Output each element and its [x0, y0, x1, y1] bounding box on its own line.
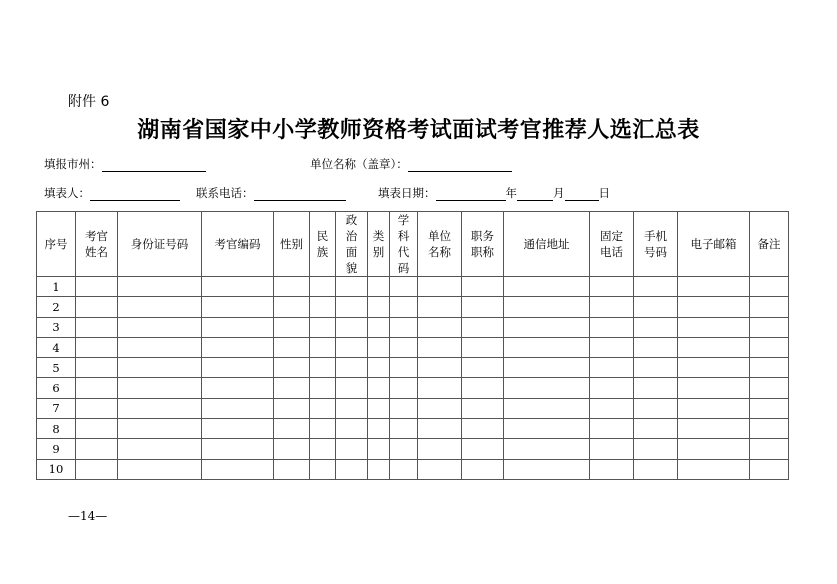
column-header-text: 民: [316, 229, 329, 243]
table-cell[interactable]: [418, 419, 462, 439]
table-cell[interactable]: [76, 378, 118, 398]
table-body: [37, 277, 789, 480]
unit-field: [310, 156, 512, 172]
row-number: 9: [37, 439, 76, 459]
column-header-text: 考官: [85, 229, 108, 243]
table-cell[interactable]: [390, 297, 418, 317]
table-cell[interactable]: [368, 358, 390, 378]
column-header-text: 码: [397, 261, 410, 275]
table-cell[interactable]: [462, 419, 504, 439]
column-header-text: 学: [397, 213, 410, 227]
column-header: [590, 212, 634, 277]
table-cell[interactable]: [418, 297, 462, 317]
column-header: [462, 212, 504, 277]
table-cell[interactable]: [390, 337, 418, 357]
table-cell[interactable]: [390, 459, 418, 479]
table-cell[interactable]: [678, 277, 750, 297]
table-cell[interactable]: [390, 317, 418, 337]
table-cell[interactable]: [118, 378, 202, 398]
row-number: 3: [37, 317, 76, 337]
table-cell[interactable]: [418, 337, 462, 357]
table-cell[interactable]: [590, 337, 634, 357]
table-cell[interactable]: [274, 378, 310, 398]
table-cell[interactable]: [634, 297, 678, 317]
column-header: [336, 212, 368, 277]
column-header-text: 别: [372, 245, 385, 259]
table-cell[interactable]: [634, 358, 678, 378]
filler-field: [44, 185, 180, 201]
column-header: [368, 212, 390, 277]
phone-input-line[interactable]: [254, 188, 346, 201]
table-cell[interactable]: [678, 459, 750, 479]
table-cell[interactable]: [590, 277, 634, 297]
table-cell[interactable]: [418, 317, 462, 337]
table-cell[interactable]: [202, 419, 274, 439]
table-cell[interactable]: [76, 337, 118, 357]
table-cell[interactable]: [504, 398, 590, 418]
table-cell[interactable]: [750, 439, 789, 459]
table-cell[interactable]: [390, 439, 418, 459]
column-header-text: 面: [345, 245, 358, 259]
column-header: [390, 212, 418, 277]
table-cell[interactable]: [368, 459, 390, 479]
column-header-text: 政: [345, 213, 358, 227]
table-cell[interactable]: [336, 277, 368, 297]
table-cell[interactable]: [336, 358, 368, 378]
column-header-text: 代: [397, 245, 410, 259]
table-cell[interactable]: [76, 317, 118, 337]
table-cell[interactable]: [202, 378, 274, 398]
column-header-text: 貌: [345, 261, 358, 275]
table-cell[interactable]: [462, 459, 504, 479]
table-cell[interactable]: [368, 337, 390, 357]
table-cell[interactable]: [504, 439, 590, 459]
table-cell[interactable]: [678, 337, 750, 357]
table-cell[interactable]: [310, 378, 336, 398]
table-cell[interactable]: [202, 439, 274, 459]
table-cell[interactable]: [76, 419, 118, 439]
row-number: 4: [37, 337, 76, 357]
summary-table: [36, 211, 789, 480]
table-cell[interactable]: [504, 297, 590, 317]
table-cell[interactable]: [310, 317, 336, 337]
table-cell[interactable]: [462, 297, 504, 317]
column-header: [678, 212, 750, 277]
column-header-text: 考官编码: [214, 237, 261, 251]
table-cell[interactable]: [202, 317, 274, 337]
row-number: 5: [37, 358, 76, 378]
table-cell[interactable]: [202, 459, 274, 479]
column-header-text: 科: [397, 229, 410, 243]
row-number: 6: [37, 378, 76, 398]
table-cell[interactable]: [390, 398, 418, 418]
table-cell[interactable]: [202, 297, 274, 317]
table-cell[interactable]: [504, 277, 590, 297]
table-cell[interactable]: [590, 459, 634, 479]
day-input-line[interactable]: [565, 188, 599, 201]
column-header-text: 姓名: [85, 245, 108, 259]
table-cell[interactable]: [118, 317, 202, 337]
table-cell[interactable]: [76, 277, 118, 297]
table-cell[interactable]: [368, 317, 390, 337]
table-cell[interactable]: [462, 317, 504, 337]
row-number: 7: [37, 398, 76, 418]
table-cell[interactable]: [504, 317, 590, 337]
column-header: [634, 212, 678, 277]
table-cell[interactable]: [590, 439, 634, 459]
table-cell[interactable]: [368, 419, 390, 439]
column-header: [310, 212, 336, 277]
table-cell[interactable]: [678, 398, 750, 418]
table-cell[interactable]: [76, 459, 118, 479]
table-cell[interactable]: [590, 419, 634, 439]
column-header: [418, 212, 462, 277]
table-row: [37, 459, 789, 479]
month-label: 月: [553, 186, 565, 200]
table-cell[interactable]: [418, 398, 462, 418]
table-cell[interactable]: [76, 297, 118, 317]
table-row: [37, 358, 789, 378]
table-cell[interactable]: [336, 459, 368, 479]
year-input-line[interactable]: [436, 188, 506, 201]
table-cell[interactable]: [750, 419, 789, 439]
column-header-text: 身份证号码: [130, 237, 189, 251]
table-cell[interactable]: [418, 378, 462, 398]
city-label: 填报市州：: [44, 157, 102, 171]
table-cell[interactable]: [750, 337, 789, 357]
table-cell[interactable]: [202, 398, 274, 418]
table-cell[interactable]: [590, 317, 634, 337]
table-cell[interactable]: [678, 378, 750, 398]
table-cell[interactable]: [368, 297, 390, 317]
table-cell[interactable]: [336, 317, 368, 337]
table-cell[interactable]: [590, 398, 634, 418]
table-cell[interactable]: [750, 277, 789, 297]
table-cell[interactable]: [678, 297, 750, 317]
table-cell[interactable]: [310, 297, 336, 317]
table-cell[interactable]: [418, 439, 462, 459]
row-number: 8: [37, 419, 76, 439]
column-header-text: 备注: [757, 237, 781, 251]
table-row: [37, 439, 789, 459]
phone-label: 联系电话：: [196, 186, 254, 200]
table-cell[interactable]: [750, 297, 789, 317]
table-cell[interactable]: [336, 378, 368, 398]
day-label: 日: [598, 186, 610, 200]
table-cell[interactable]: [202, 277, 274, 297]
table-cell[interactable]: [368, 378, 390, 398]
column-header: [202, 212, 274, 277]
table-cell[interactable]: [418, 459, 462, 479]
table-cell[interactable]: [274, 459, 310, 479]
column-header-text: 职务: [471, 229, 494, 243]
table-cell[interactable]: [118, 277, 202, 297]
date-label: 填表日期：: [378, 186, 436, 200]
table-cell[interactable]: [336, 419, 368, 439]
table-row: [37, 277, 789, 297]
table-cell[interactable]: [202, 337, 274, 357]
column-header-text: 号码: [644, 245, 667, 259]
table-cell[interactable]: [504, 378, 590, 398]
table-cell[interactable]: [634, 419, 678, 439]
table-row: [37, 398, 789, 418]
table-row: [37, 378, 789, 398]
table-cell[interactable]: [462, 398, 504, 418]
table-cell[interactable]: [418, 358, 462, 378]
table-cell[interactable]: [590, 297, 634, 317]
table-cell[interactable]: [118, 297, 202, 317]
table-cell[interactable]: [368, 398, 390, 418]
table-cell[interactable]: [504, 337, 590, 357]
table-cell[interactable]: [118, 358, 202, 378]
table-cell[interactable]: [750, 459, 789, 479]
year-label: 年: [505, 186, 517, 200]
table-row: [37, 419, 789, 439]
table-cell[interactable]: [390, 378, 418, 398]
table-header-row: [37, 212, 789, 277]
table-cell[interactable]: [310, 459, 336, 479]
column-header-text: 名称: [428, 245, 451, 259]
table-cell[interactable]: [462, 337, 504, 357]
table-cell[interactable]: [504, 358, 590, 378]
table-cell[interactable]: [310, 439, 336, 459]
table-cell[interactable]: [118, 459, 202, 479]
table-cell[interactable]: [274, 419, 310, 439]
table-cell[interactable]: [590, 358, 634, 378]
attachment-label: 附件 6: [68, 94, 110, 110]
column-header: [118, 212, 202, 277]
table-cell[interactable]: [462, 439, 504, 459]
table-cell[interactable]: [390, 419, 418, 439]
table-cell[interactable]: [274, 358, 310, 378]
filler-input-line[interactable]: [90, 188, 180, 201]
table-cell[interactable]: [750, 398, 789, 418]
table-cell[interactable]: [118, 337, 202, 357]
column-header: [76, 212, 118, 277]
table-cell[interactable]: [118, 439, 202, 459]
page-number: —14—: [68, 509, 108, 523]
table-cell[interactable]: [76, 439, 118, 459]
table-cell[interactable]: [462, 277, 504, 297]
filler-label: 填表人：: [44, 186, 90, 200]
table-cell[interactable]: [118, 419, 202, 439]
table-row: [37, 337, 789, 357]
table-cell[interactable]: [590, 378, 634, 398]
table-cell[interactable]: [634, 378, 678, 398]
column-header-text: 治: [345, 229, 358, 243]
page-title: 湖南省国家中小学教师资格考试面试考官推荐人选汇总表: [137, 117, 700, 143]
table-cell[interactable]: [462, 358, 504, 378]
column-header-text: 固定: [600, 229, 623, 243]
column-header-text: 类: [372, 229, 385, 243]
column-header-text: 序号: [44, 237, 68, 251]
table-cell[interactable]: [750, 378, 789, 398]
table-cell[interactable]: [750, 358, 789, 378]
table-row: [37, 317, 789, 337]
table-cell[interactable]: [202, 358, 274, 378]
table-cell[interactable]: [274, 439, 310, 459]
city-field: [44, 156, 206, 172]
table-cell[interactable]: [336, 398, 368, 418]
table-cell[interactable]: [634, 337, 678, 357]
column-header-text: 职称: [471, 245, 494, 259]
phone-field: [196, 185, 346, 201]
table-cell[interactable]: [310, 398, 336, 418]
column-header-text: 通信地址: [523, 237, 570, 251]
table-cell[interactable]: [274, 277, 310, 297]
table-cell[interactable]: [390, 358, 418, 378]
table-cell[interactable]: [504, 419, 590, 439]
unit-label: 单位名称（盖章）：: [310, 157, 408, 171]
table-cell[interactable]: [336, 337, 368, 357]
table-row: [37, 297, 789, 317]
column-header: [504, 212, 590, 277]
table-cell[interactable]: [76, 358, 118, 378]
table-cell[interactable]: [336, 439, 368, 459]
table-cell[interactable]: [336, 297, 368, 317]
table-cell[interactable]: [76, 398, 118, 418]
row-number: 1: [37, 277, 76, 297]
unit-input-line[interactable]: [408, 159, 512, 172]
column-header-text: 电子邮箱: [690, 237, 737, 251]
table-cell[interactable]: [310, 337, 336, 357]
table-cell[interactable]: [634, 398, 678, 418]
table-cell[interactable]: [368, 439, 390, 459]
table-cell[interactable]: [678, 419, 750, 439]
table-cell[interactable]: [678, 358, 750, 378]
table-cell[interactable]: [310, 277, 336, 297]
column-header: [37, 212, 76, 277]
column-header: [274, 212, 310, 277]
table-cell[interactable]: [634, 459, 678, 479]
table-cell[interactable]: [750, 317, 789, 337]
table-cell[interactable]: [634, 439, 678, 459]
column-header: [750, 212, 789, 277]
table-cell[interactable]: [274, 398, 310, 418]
column-header-text: 性别: [280, 237, 303, 251]
table-cell[interactable]: [390, 277, 418, 297]
table-cell[interactable]: [310, 358, 336, 378]
row-number: 10: [37, 459, 76, 479]
table-cell[interactable]: [462, 378, 504, 398]
table-cell[interactable]: [678, 317, 750, 337]
month-input-line[interactable]: [517, 188, 553, 201]
column-header-text: 单位: [428, 229, 451, 243]
column-header-text: 族: [316, 245, 329, 259]
row-number: 2: [37, 297, 76, 317]
table-cell[interactable]: [310, 419, 336, 439]
table-cell[interactable]: [504, 459, 590, 479]
table-cell[interactable]: [634, 317, 678, 337]
column-header-text: 手机: [644, 229, 667, 243]
table-cell[interactable]: [368, 277, 390, 297]
table-cell[interactable]: [274, 337, 310, 357]
column-header-text: 电话: [600, 245, 623, 259]
table-cell[interactable]: [274, 297, 310, 317]
table-cell[interactable]: [118, 398, 202, 418]
table-cell[interactable]: [274, 317, 310, 337]
table-cell[interactable]: [678, 439, 750, 459]
date-field: [378, 185, 610, 201]
table-cell[interactable]: [634, 277, 678, 297]
city-input-line[interactable]: [102, 159, 206, 172]
table-cell[interactable]: [418, 277, 462, 297]
